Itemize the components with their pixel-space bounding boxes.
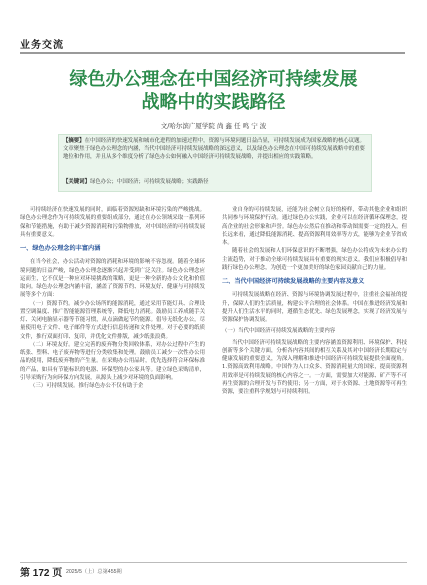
keywords-label: 【关键词】: [63, 179, 90, 185]
abstract-label: 【摘要】: [63, 138, 85, 144]
article-title-line1: 绿色办公理念在中国经济可持续发展: [69, 69, 358, 89]
page-number: 第 172 页: [20, 568, 63, 579]
paragraph: 业自身的可持续发展，还能为社会树立良好的榜样，带动其他企业和组织共同参与环境保护行动。通过绿色办公实践，企业可以在经济循环保理念，提高企业的社会形象和声誉。绿色办公然后在推动和带动图需要一定的投入，但长远来看，通过降低能源消耗、提高资源利用效率等方式，能够为企业节省成本。: [222, 207, 407, 246]
subsection-heading: （一）当代中国经济可持续发展战略的主要内容: [222, 328, 336, 335]
footer-divider: [20, 562, 407, 563]
abstract-text: 在中国经济的快速发展和城市化进程的加速过程中，资源与环境问题日益凸显，可持续发展成为国家战略的核心议题。文章聚焦于绿色办公理念的内涵，当代中国经济可持续发展战略的深远意义，以及绿色办公理念在中国可持续发展战略中的重要地位和作用，并且从多个维度分析了绿色办公如何融入中国经济可持续发展战略，并提出相应的实践策略。: [63, 138, 365, 161]
paragraph: 可持续经济在快速发展的同时，面临着资源短缺和环境污染的严峻挑战。绿色办公理念作为可持续发展的重要组成部分，通过在办公领域采取一系列环保和节能措施，有助于减少资源消耗和污染物排放，对中国经济的可持续发展具有重要意义。: [20, 207, 205, 238]
paragraph: （三）可持续发展。推行绿色办公不仅有助于企: [30, 383, 144, 389]
paragraph: （二）环境友好。建立完善的废弃物分类回收体系，对办公过程中产生的纸张、塑料、电子废弃物等进行分类收集和处理。鼓励员工减少一次性办公用品的使用，降低废弃物的产生量。在采购办公用品时，优先选择符合环保标准的产品，如具有节能标识的电器、环保型的办公家具等。建立绿色采购清单，引导采购行为向环保方向发展，从源头上减少对环境的负面影响。: [20, 341, 205, 381]
paragraph: 随着社会的发展和人们环保意识的不断增强，绿色办公将成为未来办公的主流趋势，对于推动全球可持续发展具有重要的现实意义。我们应积极倡导和践行绿色办公理念，为创造一个更加美好的绿色家园贡献自己的力量。: [222, 248, 407, 271]
paragraph: 当代中国经济可持续发展战略的主要内容涵盖资源利用、环境保护、科技创新等多个关键方面，分析各内容其间的相互关系及其对中国经济长期稳定与健康发展的重要意义，为深入理解和推进中国经济可持续发展提供全面视角。1.资源高效利用战略。中国作为人口众多、资源消耗量大的国家，提高资源利用效率是可持续发展的核心内容之一。一方面，需要加大对能源、矿产等不可再生资源的合理开发与节约使用；另一方面，对于水资源、土地资源等可再生资源，要注重科学规划与可持续利用。: [222, 339, 407, 395]
left-column: [20, 206, 205, 390]
section-tag: 业务交流: [20, 40, 64, 51]
article-title-line2: 战略中的实践路径: [141, 92, 286, 112]
keywords: [63, 178, 367, 186]
paragraph: 可持续发展战略在经济、资源与环境协调发展过程中，注重社会福祉的提升，保障人们的生活质量，构建公平合理的社会体系。中国在推进经济发展和提升人们生活水平的同时，遵循生态优先、绿色发展理念，实现了经济发展与资源保护协调发展。: [222, 292, 407, 323]
abstract: [63, 137, 367, 162]
section-heading: 二、当代中国经济可持续发展战略的主要内容及意义: [222, 278, 365, 285]
section-heading: 一、绿色办公理念的丰富内涵: [20, 245, 101, 252]
author-line: 文/哈尔滨广厦学院 尚 鑫 任 鸣 宁 波: [160, 122, 267, 130]
paragraph: 在当今社会，办公活动对资源的消耗和环境的影响不容忽视。随着全球环境问题的日益严峻，绿色办公理念逐渐兴起并受到广泛关注。绿色办公理念应运而生，它不仅是一种应对环境挑战的策略，更是一种全新的办公文化和价值取向。绿色办公理念内涵丰富，涵盖了资源节约、环境友好、健康与可持续发展等多个方面：: [20, 259, 205, 299]
section-divider: [20, 52, 405, 54]
keywords-text: 绿色办公；中国经济；可持续发展战略；实践路径: [89, 179, 209, 185]
right-column: [222, 206, 407, 396]
issue-info: 2025/5（上）总第455期: [66, 569, 122, 575]
paragraph: （一）资源节约。减少办公场所的能源消耗，通过采用节能灯具、合理设置空调温度、推广智能能源管理系统等，降低电力消耗。鼓励员工养成随手关灯、关闭电脑显示器等节能习惯，从点滴做起节约能源。倡导无纸化办公，尽量使用电子文件、电子邮件等方式进行信息传递和文件处理。对于必要的纸质文件，推行双面打印、复印，并优化文件排版，减少纸张浪费。: [20, 300, 205, 340]
